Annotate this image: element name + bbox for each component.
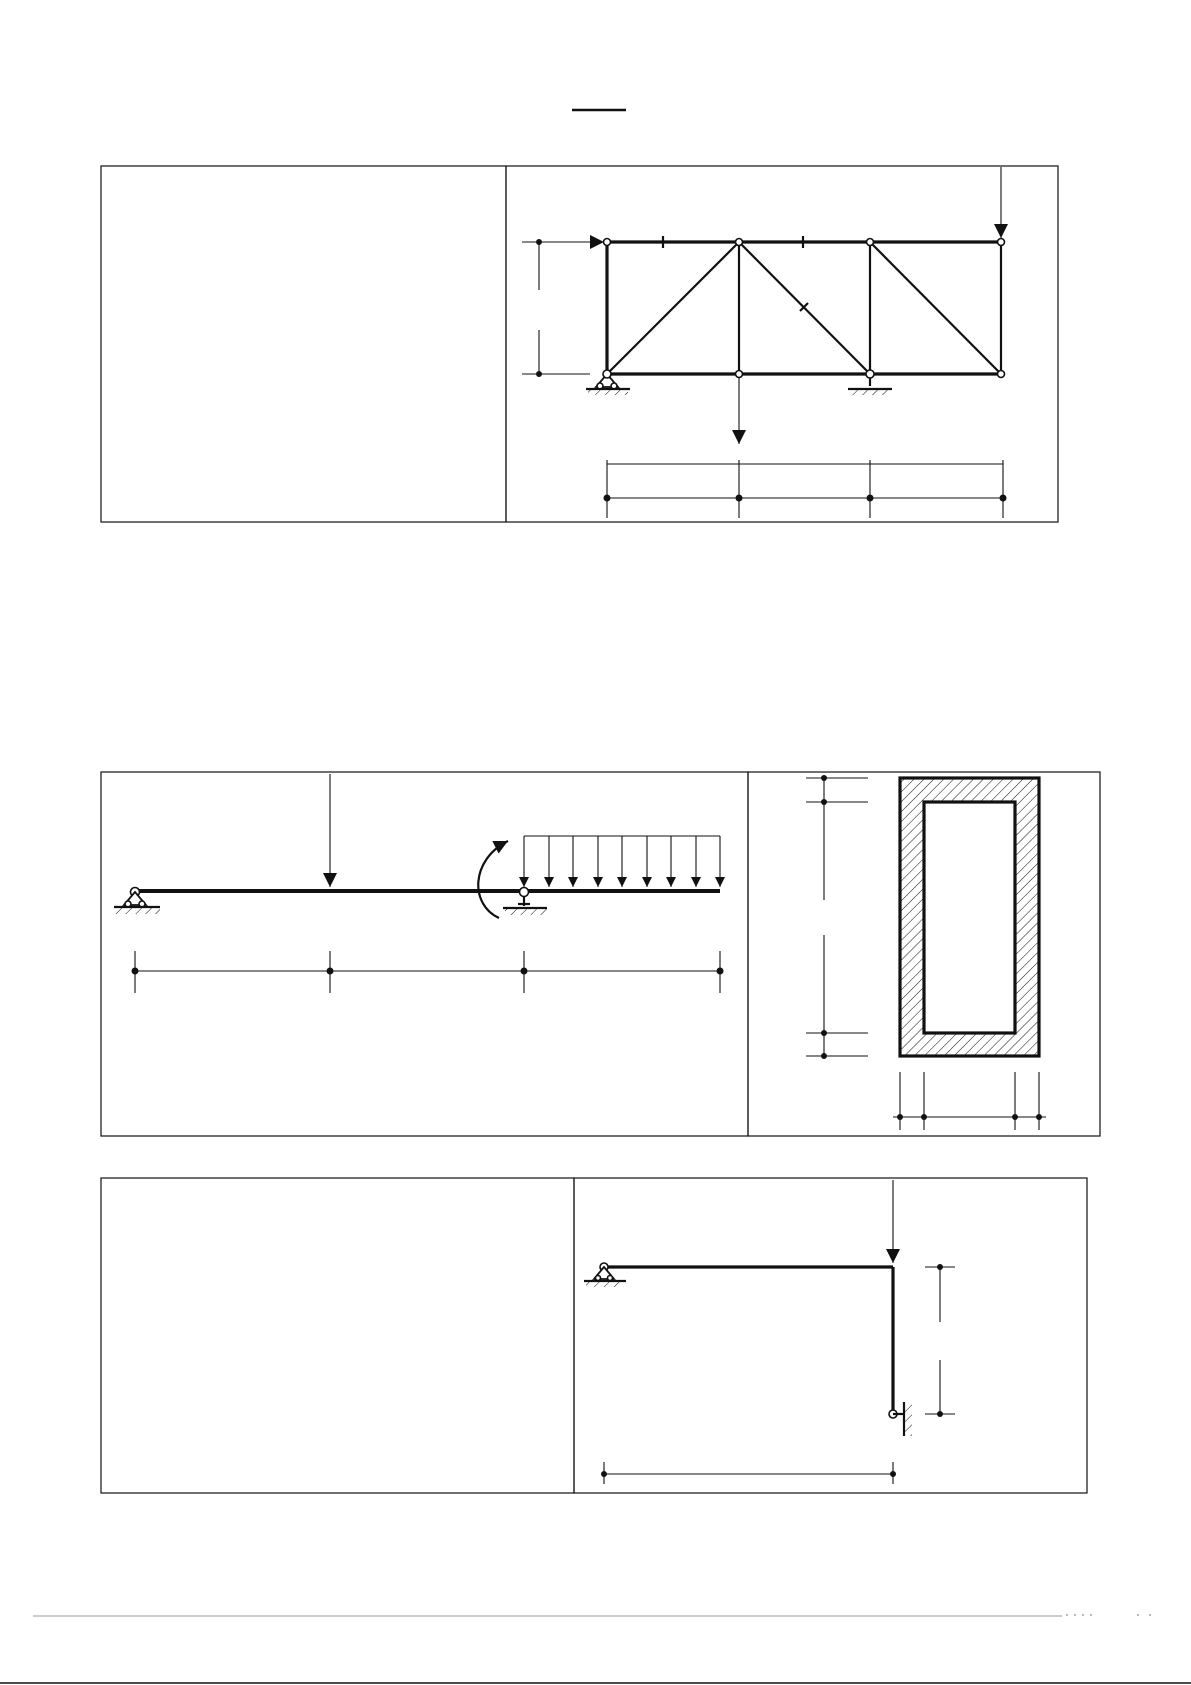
- frame-text-box: [101, 1178, 574, 1493]
- truss-height-dimension: [522, 239, 600, 377]
- section-height-dimension: [806, 775, 868, 1059]
- hinge-node-icon: [736, 239, 743, 246]
- hinge-node-icon: [604, 239, 611, 246]
- truss-drawing-box: [506, 166, 1058, 522]
- hinge-node-icon: [867, 239, 874, 246]
- hinge-node-icon: [998, 371, 1005, 378]
- truss-members: [607, 236, 1001, 374]
- beam-span-dimension: [132, 951, 724, 993]
- distributed-load-icon: [524, 836, 720, 887]
- frame-drawing-box: [574, 1178, 1087, 1493]
- moment-arrow-icon: [478, 841, 508, 918]
- frame-panel: [101, 1178, 1087, 1493]
- beam-drawing-box: [101, 772, 748, 1136]
- hinge-node-icon: [998, 239, 1005, 246]
- frame-span-dimension: [601, 1462, 896, 1484]
- section-width-dimension: [893, 1072, 1046, 1130]
- beam-panel: [101, 772, 1100, 1136]
- hollow-section: [900, 778, 1039, 1056]
- truss-panel: [101, 166, 1058, 522]
- footer-marks: [1066, 1614, 1151, 1616]
- frame-height-dimension: [925, 1264, 955, 1417]
- hinge-node-icon: [736, 371, 743, 378]
- truss-span-dimension: [604, 460, 1007, 518]
- truss-text-box: [101, 166, 506, 522]
